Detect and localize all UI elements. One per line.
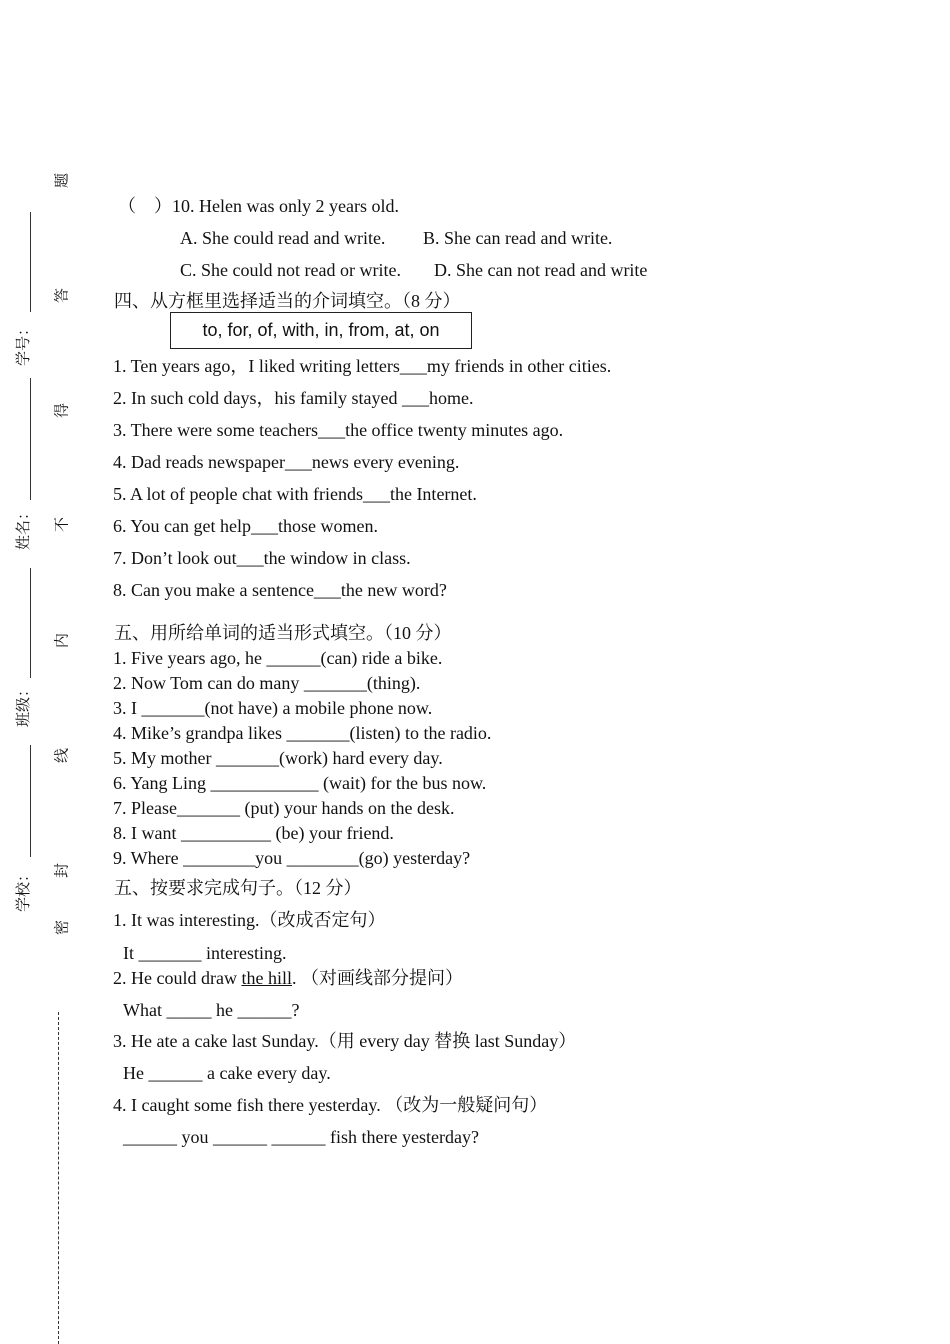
seal-char: 封 bbox=[54, 863, 71, 879]
list-item: 2. Now Tom can do many _______(thing). bbox=[113, 673, 421, 693]
list-item: 3. I _______(not have) a mobile phone now. bbox=[113, 698, 433, 718]
question-2-text: 2. He could draw bbox=[113, 968, 242, 988]
list-item: 6. You can get help___those women. bbox=[113, 516, 378, 536]
cut-line bbox=[58, 1012, 59, 1344]
section-5-heading: 五、用所给单词的适当形式填空。（10 分） bbox=[114, 623, 452, 643]
list-item: 5. A lot of people chat with friends___the Internet. bbox=[113, 484, 477, 504]
list-item: 8. I want __________ (be) your friend. bbox=[113, 823, 394, 843]
seal-char: 内 bbox=[54, 633, 71, 649]
list-item: 5. My mother _______(work) hard every day. bbox=[113, 748, 443, 768]
seal-char: 答 bbox=[54, 288, 71, 304]
seal-char: 密 bbox=[54, 920, 71, 936]
section-4-heading: 四、从方框里选择适当的介词填空。（8 分） bbox=[114, 291, 461, 311]
student-id-label: 学号： bbox=[16, 320, 32, 366]
list-item: 7. Please_______ (put) your hands on the desk. bbox=[113, 798, 455, 818]
seal-char: 题 bbox=[54, 173, 71, 189]
underlined-phrase: the hill bbox=[241, 968, 292, 988]
section-6-heading: 五、按要求完成句子。（12 分） bbox=[114, 878, 362, 898]
list-item: 7. Don’t look out___the window in class. bbox=[113, 548, 411, 568]
student-id-line bbox=[30, 212, 31, 312]
name-label: 姓名： bbox=[16, 504, 32, 550]
list-item: 8. Can you make a sentence___the new word? bbox=[113, 580, 447, 600]
question-2-instruction: . （对画线部分提问） bbox=[291, 968, 463, 988]
name-line bbox=[30, 378, 31, 500]
sentence-answer-4: ______ you ______ ______ fish there yesterday? bbox=[123, 1127, 479, 1147]
list-item: 1. Five years ago, he ______(can) ride a bike. bbox=[113, 648, 443, 668]
list-item: 6. Yang Ling ____________ (wait) for the bus now. bbox=[113, 773, 487, 793]
sentence-question-4: 4. I caught some fish there yesterday. （改为一般疑问句） bbox=[113, 1095, 548, 1115]
list-item: 9. Where ________you ________(go) yesterday? bbox=[113, 848, 471, 868]
list-item: 2. In such cold days，his family stayed ___home. bbox=[113, 388, 474, 408]
school-line bbox=[30, 745, 31, 857]
option-b: B. She can read and write. bbox=[423, 228, 613, 248]
class-label: 班级： bbox=[16, 681, 32, 727]
list-item: 4. Mike’s grandpa likes _______(listen) to the radio. bbox=[113, 723, 492, 743]
word-box: to, for, of, with, in, from, at, on bbox=[170, 312, 472, 349]
sentence-answer-3: He ______ a cake every day. bbox=[123, 1063, 331, 1083]
list-item: 1. Ten years ago，I liked writing letters___my friends in other cities. bbox=[113, 356, 612, 376]
option-c: C. She could not read or write. bbox=[180, 260, 401, 280]
sentence-question-3: 3. He ate a cake last Sunday.（用 every day 替换 last Sunday） bbox=[113, 1031, 577, 1051]
seal-char: 线 bbox=[54, 748, 71, 764]
sentence-answer-1: It _______ interesting. bbox=[123, 943, 287, 963]
option-d: D. She can not read and write bbox=[434, 260, 648, 280]
class-line bbox=[30, 568, 31, 678]
seal-char: 得 bbox=[54, 403, 71, 419]
sentence-answer-2: What _____ he ______? bbox=[123, 1000, 300, 1020]
option-a: A. She could read and write. bbox=[180, 228, 386, 248]
list-item: 4. Dad reads newspaper___news every evening. bbox=[113, 452, 460, 472]
seal-char: 不 bbox=[54, 517, 71, 533]
question-10-stem: （ ）10. Helen was only 2 years old. bbox=[118, 196, 399, 216]
school-label: 学校： bbox=[16, 866, 32, 912]
sentence-question-2 bbox=[113, 967, 463, 989]
sentence-question-1: 1. It was interesting.（改成否定句） bbox=[113, 910, 386, 930]
list-item: 3. There were some teachers___the office twenty minutes ago. bbox=[113, 420, 564, 440]
